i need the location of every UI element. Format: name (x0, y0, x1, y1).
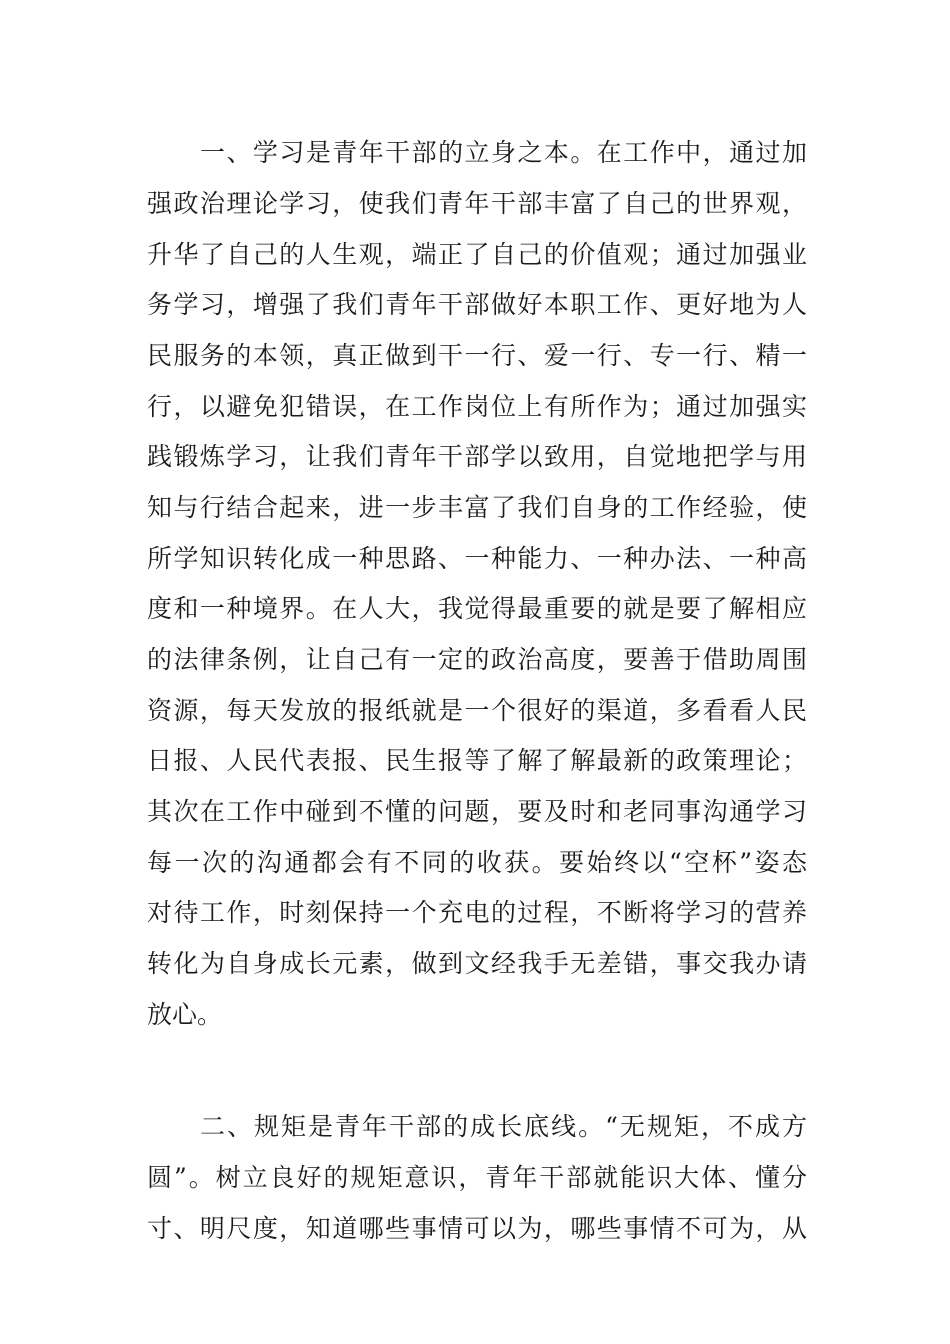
paragraph-line: 对待工作，时刻保持一个充电的过程，不断将学习的营养 (147, 898, 807, 927)
paragraph-line: 度和一种境界。在人大，我觉得最重要的就是要了解相应 (147, 594, 807, 623)
paragraph-line: 强政治理论学习，使我们青年干部丰富了自己的世界观， (147, 189, 807, 218)
paragraph-line: 每一次的沟通都会有不同的收获。要始终以“空杯”姿态 (147, 848, 807, 877)
paragraph-line: 日报、人民代表报、民生报等了解了解最新的政策理论； (147, 746, 807, 775)
paragraph-line: 所学知识转化成一种思路、一种能力、一种办法、一种高 (147, 544, 807, 573)
paragraph-line: 转化为自身成长元素，做到文经我手无差错，事交我办请 (147, 949, 807, 978)
paragraph-line: 寸、明尺度，知道哪些事情可以为，哪些事情不可为，从 (147, 1214, 807, 1243)
paragraph-line: 知与行结合起来，进一步丰富了我们自身的工作经验，使 (147, 493, 807, 522)
paragraph-line: 践锻炼学习，让我们青年干部学以致用，自觉地把学与用 (147, 442, 807, 471)
paragraph-line: 二、规矩是青年干部的成长底线。“无规矩，不成方 (200, 1112, 807, 1141)
paragraph-line: 其次在工作中碰到不懂的问题，要及时和老同事沟通学习 (147, 797, 807, 826)
paragraph-line: 行，以避免犯错误，在工作岗位上有所作为；通过加强实 (147, 392, 807, 421)
paragraph-line: 的法律条例，让自己有一定的政治高度，要善于借助周围 (147, 645, 807, 674)
paragraph-line: 圆”。树立良好的规矩意识，青年干部就能识大体、懂分 (147, 1163, 807, 1192)
paragraph-line: 务学习，增强了我们青年干部做好本职工作、更好地为人 (147, 290, 807, 319)
paragraph-line: 民服务的本领，真正做到干一行、爱一行、专一行、精一 (147, 341, 807, 370)
paragraph-line: 放心。 (147, 1000, 223, 1029)
paragraph-line: 资源，每天发放的报纸就是一个很好的渠道，多看看人民 (147, 696, 807, 725)
paragraph-line: 一、学习是青年干部的立身之本。在工作中，通过加 (200, 138, 807, 167)
paragraph-line: 升华了自己的人生观，端正了自己的价值观；通过加强业 (147, 240, 807, 269)
